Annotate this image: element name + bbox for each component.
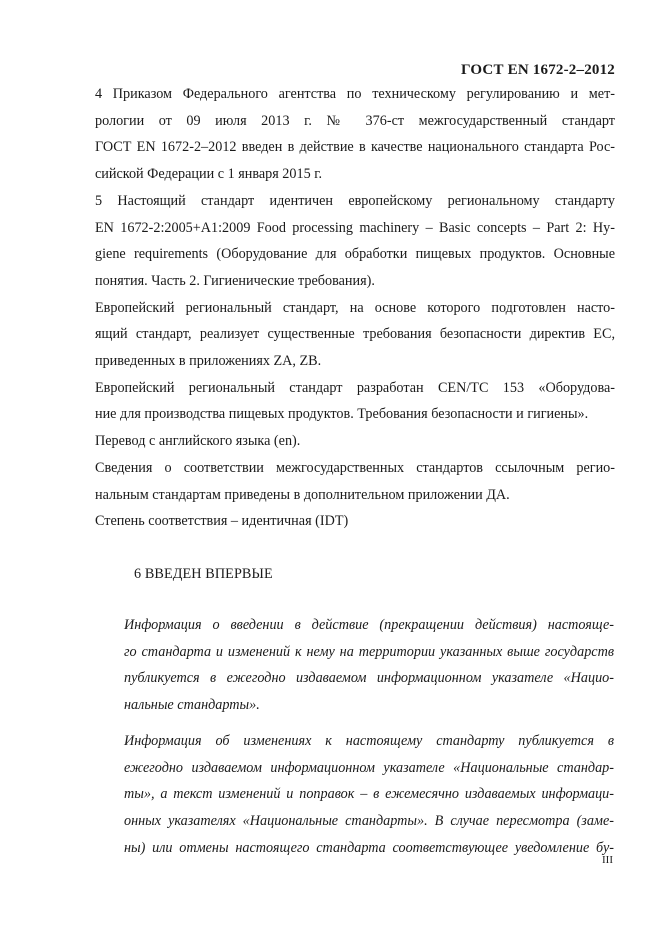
paragraph-identical-standard [57,188,615,295]
text-line: EN 1672-2:2005+A1:2009 Food processing machinery – Basic concepts – Part 2: Hy- [95,219,615,236]
text-line: ние для производства пищевых продуктов. Требования безопасности и гигиены». [95,406,589,423]
text-line: 4 Приказом Федерального агентства по техническому регулированию и мет- [95,86,615,102]
paragraph-gap [86,719,614,728]
text-line: Информация об изменениях к настоящему стандарту публикуется в [124,732,614,749]
page-number: III [602,854,613,866]
text-line: ящий стандарт, реализует существенные требования безопасности директив ЕС, [95,326,615,343]
text-line: Сведения о соответствии межгосударственных стандартов ссылочным регио- [95,459,615,476]
standard-code-header: ГОСТ EN 1672-2–2012 [461,62,615,78]
paragraph-conformity-degree [57,508,615,535]
text-line: giene requirements (Оборудование для обработки пищевых продуктов. Основные [95,246,615,263]
text-line: Европейский региональный стандарт разработан CEN/TC 153 «Оборудова- [95,379,615,396]
document-body [57,81,615,535]
section-6-heading: 6 ВВЕДЕН ВПЕРВЫЕ [134,566,273,582]
text-line: Перевод с английского языка (en). [95,433,301,450]
paragraph-translation [57,428,615,455]
paragraph-cen-tc [57,375,615,428]
info-paragraph-amendments [86,728,614,862]
text-line: го стандарта и изменений к нему на территории указанных выше государств [124,643,614,660]
text-line: ны) или отмены настоящего стандарта соответствующее уведомление бу- [124,839,614,856]
text-line: сийской Федерации с 1 января 2015 г. [95,166,322,183]
text-line: нальным стандартам приведены в дополнительном приложении ДА. [95,486,510,503]
text-line: рологии от 09 июля 2013 г. № 376-ст межгосударственный стандарт [95,112,615,129]
text-line: нальные стандарты». [124,697,260,714]
text-line: ГОСТ EN 1672-2–2012 введен в действие в качестве национального стандарта Рос- [95,139,615,156]
text-line: ты», а текст изменений и поправок – в ежемесячно издаваемых информаци- [124,786,614,803]
text-line: ежегодно издаваемом информационном указателе «Национальные стандар- [124,759,614,776]
text-line: Европейский региональный стандарт, на основе которого подготовлен насто- [95,299,615,316]
publication-info-block [86,612,614,861]
text-line: Степень соответствия – идентичная (IDT) [95,513,349,530]
info-paragraph-enactment [86,612,614,719]
paragraph-order-info [57,81,615,188]
text-line: Информация о введении в действие (прекращении действия) настояще- [124,617,614,633]
text-line: понятия. Часть 2. Гигиенические требования). [95,272,375,289]
text-line: 5 Настоящий стандарт идентичен европейскому региональному стандарту [95,192,615,209]
paragraph-references [57,455,615,508]
text-line: приведенных в приложениях ZA, ZB. [95,353,322,370]
text-line: онных указателях «Национальные стандарты». В случае пересмотра (заме- [124,812,614,829]
paragraph-eu-directives [57,295,615,375]
text-line: публикуется в ежегодно издаваемом информационном указателе «Нацио- [124,670,614,687]
